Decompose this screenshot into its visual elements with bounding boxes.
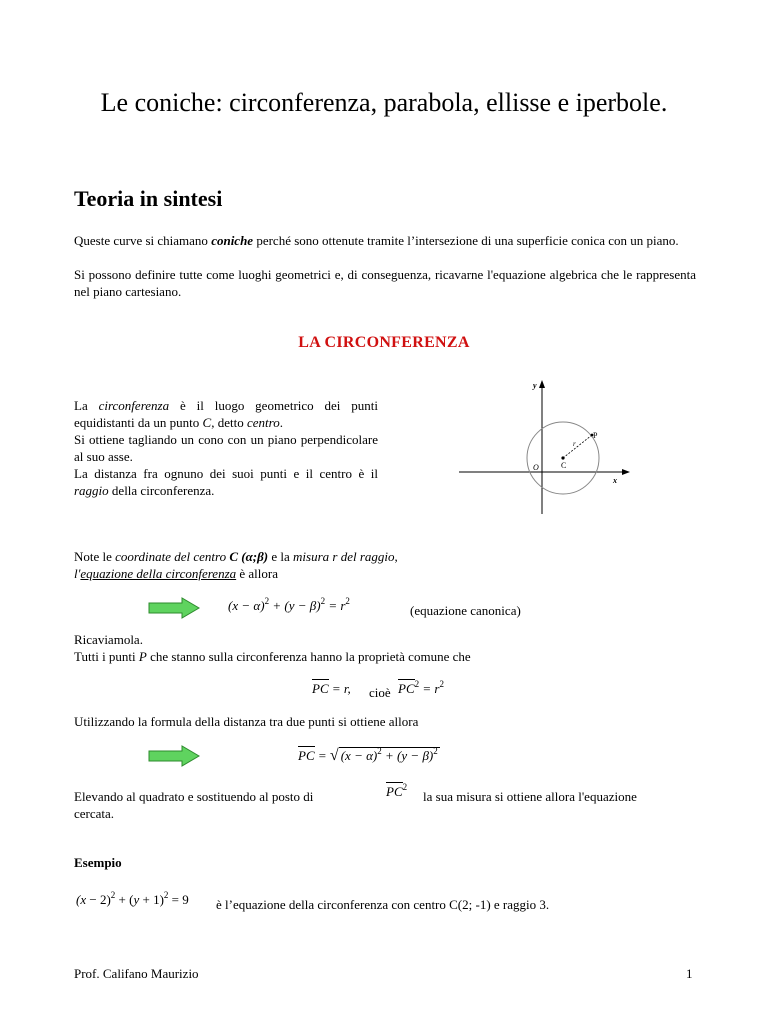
pc-squared-equation: $PC^2 = r^2$: [398, 679, 444, 696]
point-label: P: [593, 431, 598, 440]
squaring-text-c: cercata.: [74, 806, 115, 821]
page-title: Le coniche: circonferenza, parabola, ellisse e iperbole.: [100, 88, 668, 117]
radius-label: r: [573, 440, 576, 448]
intro-paragraph-2: Si possono definire tutte come luoghi geometrici e, di conseguenza, ricavarne l'equazione algebrica che le rappresenta nel piano cartesiano.: [74, 267, 696, 299]
center-point: [561, 456, 564, 459]
circle-diagram: [455, 378, 635, 516]
y-axis-label: y: [533, 381, 537, 390]
x-axis-arrow-icon: [622, 469, 630, 475]
distance-text: Utilizzando la formula della distanza tra due punti si ottiene allora: [74, 714, 419, 729]
y-axis-arrow-icon: [539, 380, 545, 388]
example-text: è l’equazione della circonferenza con centro C(2; -1) e raggio 3.: [216, 897, 550, 912]
ricaviamola-text: Ricaviamola.: [74, 632, 143, 647]
note-line: Note le coordinate del centro C (α;β) e la misura r del raggio, l'equazione della circonferenza è allora: [74, 549, 398, 581]
squaring-text-a: Elevando al quadrato e sostituendo al posto di: [74, 789, 314, 804]
origin-label: O: [533, 463, 539, 472]
x-axis-label: x: [613, 476, 617, 485]
radius-line: [563, 435, 592, 458]
squaring-text-b: la sua misura si ottiene allora l'equazione: [423, 789, 637, 804]
center-label: C: [561, 461, 567, 470]
pc-squared-inline: $PC^2$: [386, 782, 408, 799]
circonferenza-heading: LA CIRCONFERENZA: [298, 334, 470, 351]
pc-equals-r: PC = r,: [312, 681, 351, 696]
footer-page-number: 1: [686, 966, 693, 981]
footer-author: Prof. Califano Maurizio: [74, 966, 199, 981]
arrow-icon: [148, 597, 200, 619]
canonical-equation: $(x - \alpha)^2 + (y - \beta)^2 = r^2$: [228, 596, 350, 613]
all-points-text: Tutti i punti P che stanno sulla circonferenza hanno la proprietà comune che: [74, 649, 471, 664]
arrow-icon: [148, 745, 200, 767]
canonical-equation-note: (equazione canonica): [410, 603, 521, 618]
example-equation: $(x - 2)^2 + (y + 1)^2 = 9$: [76, 890, 189, 907]
intro-paragraph-1: Queste curve si chiamano coniche perché sono ottenute tramite l’intersezione di una superficie conica con un piano.: [74, 233, 679, 248]
circonferenza-definition: La circonferenza è il luogo geometrico dei punti equidistanti da un punto C, detto centro. Si ottiene tagliando un cono con un piano perpendicolare al suo asse. La distanza fra ognuno dei suoi punti e il centro è il raggio della circonferenza.: [74, 398, 378, 498]
cioe-word: cioè: [369, 685, 391, 700]
distance-formula: PC = √ $(x - \alpha)^2 + (y - \beta)^2$: [298, 746, 438, 764]
example-heading: Esempio: [74, 855, 122, 870]
section-subtitle: Teoria in sintesi: [74, 186, 223, 211]
